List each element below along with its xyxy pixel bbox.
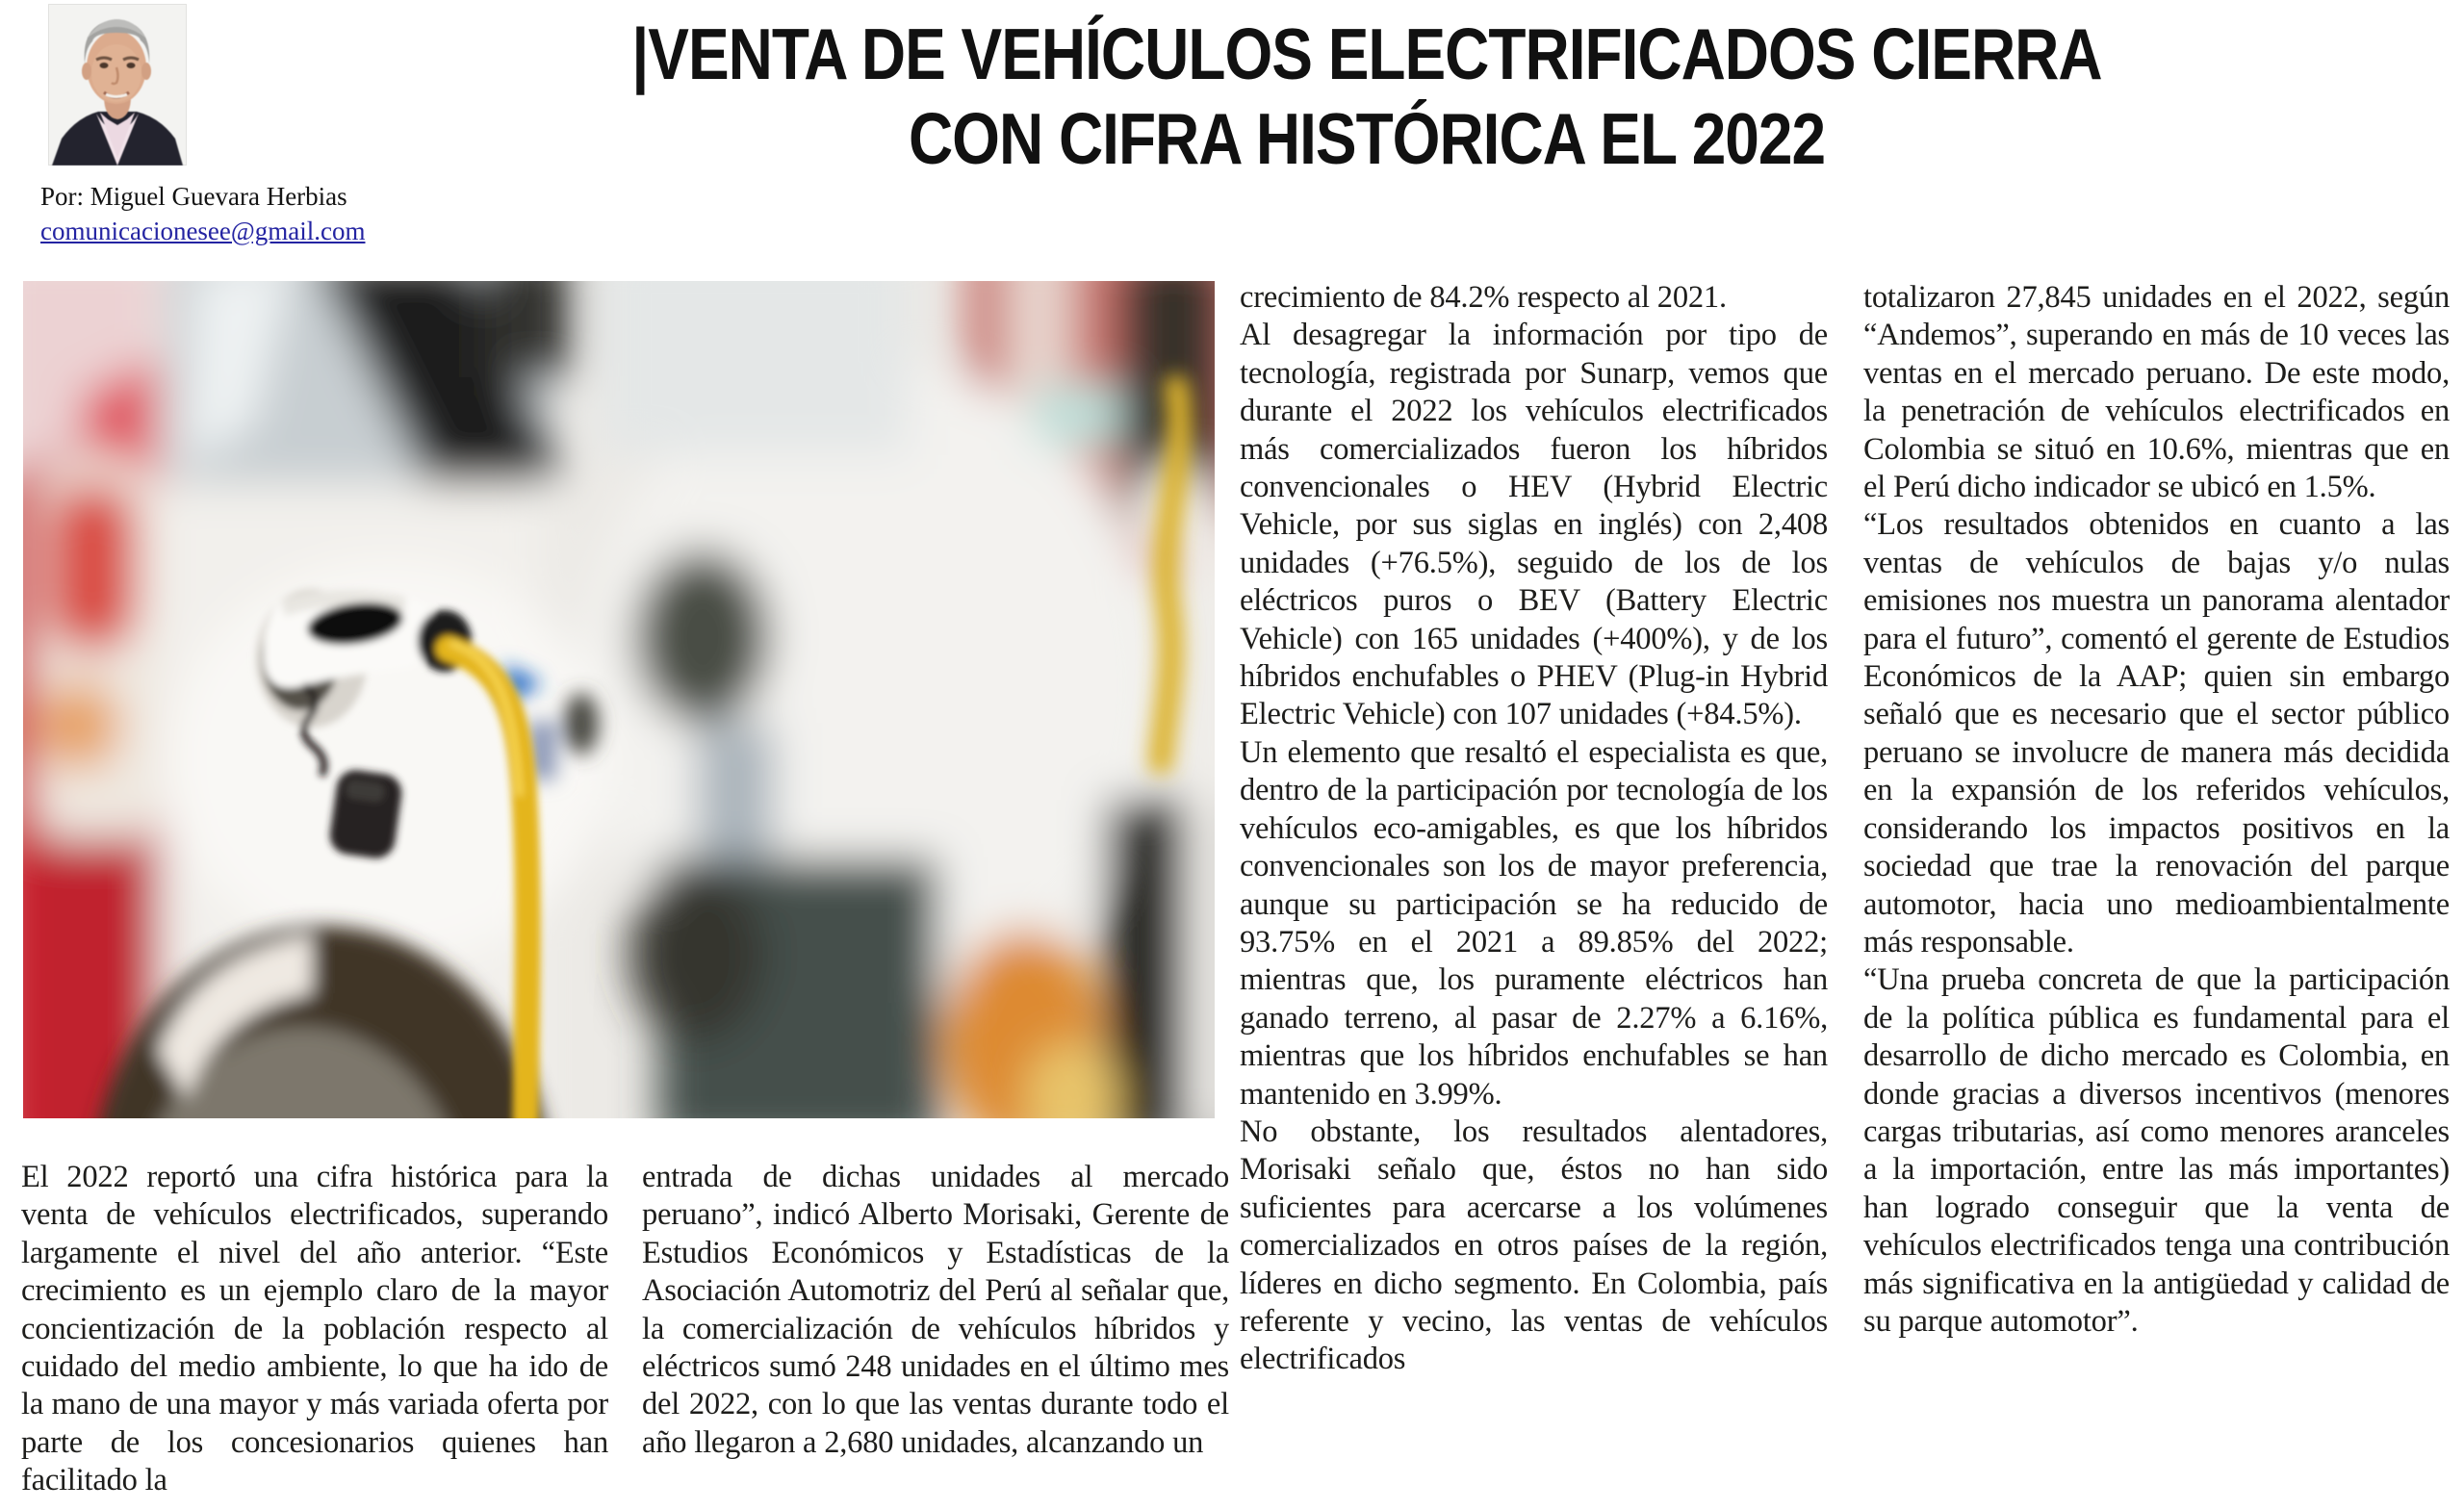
- byline-author: Por: Miguel Guevara Herbias: [40, 182, 347, 211]
- article-paragraph: crecimiento de 84.2% respecto al 2021.: [1240, 280, 1727, 315]
- article-title-line2: CON CIFRA HISTÓRICA EL 2022: [908, 97, 1826, 180]
- article-paragraph: Al desagregar la información por tipo de tecnología, registrada por Sunarp, vemos que durante el 2022 los vehículos electrificados más comercializados fueron los híbridos convencionales o HEV (Hybrid Electric Vehicle, por sus siglas en inglés) con 2,408 unidades (+76.5%), seguido de los de los eléctricos puros o BEV (Battery Electric Vehicle) con 165 unidades (+400%), y de los híbridos enchufables o PHEV (Plug-in Hybrid Electric Vehicle) con 107 unidades (+84.5%).: [1240, 318, 1828, 732]
- article-column-3: [1240, 279, 1828, 1507]
- article-paragraph: El 2022 reportó una cifra histórica para la venta de vehículos electrificados, superando largamente el nivel del año anterior. “Este crecimiento es un ejemplo claro de la mayor concientización de la población respecto al cuidado del medio ambiente, lo que ha ido de la mano de una mayor y más variada oferta por parte de los concesionarios quienes han facilitado la: [21, 1160, 608, 1498]
- article-title-line1: |VENTA DE VEHÍCULOS ELECTRIFICADOS CIERRA: [631, 13, 2102, 95]
- article-paragraph: “Una prueba concreta de que la participación de la política pública es fundamental para el desarrollo de dicho mercado es Colombia, en donde gracias a diversos incentivos (menores cargas tributarias, así como menores aranceles a la importación, entre las más importantes) han logrado conseguir que la venta de vehículos electrificados tenga una contribución más significativa en la antigüedad y calidad de su parque automotor”.: [1863, 962, 2450, 1339]
- article-title: [500, 12, 2233, 181]
- article-paragraph: No obstante, los resultados alentadores, Morisaki señalo que, éstos no han sido suficientes para acercarse a los volúmenes comercializados en otros países de la región, líderes en dicho segmento. En Colombia, país referente y vecino, las ventas de vehículos electrificados: [1240, 1113, 1828, 1377]
- article-column-4: [1863, 279, 2450, 1507]
- article-column-1: [21, 1159, 608, 1505]
- byline: [40, 179, 445, 248]
- author-headshot-photo: [48, 4, 187, 166]
- article-paragraph: entrada de dichas unidades al mercado peruano”, indicó Alberto Morisaki, Gerente de Estudios Económicos y Estadísticas de la Asociación Automotriz del Perú al señalar que, la comercialización de vehículos híbridos y eléctricos sumó 248 unidades en el último mes del 2022, con lo que las ventas durante todo el año llegaron a 2,680 unidades, alcanzando un: [642, 1160, 1229, 1460]
- article-paragraph: Un elemento que resaltó el especialista es que, dentro de la participación por tecnología de los vehículos eco-amigables, es que los híbridos convencionales son los de mayor preferencia, aunque su participación se ha reducido de 93.75% en el 2021 a 89.85% del 2022; mientras que, los puramente eléctricos han ganado terreno, al pasar de 2.27% a 6.16%, mientras que los híbridos enchufables se han mantenido en 3.99%.: [1240, 734, 1828, 1112]
- article-paragraph: totalizaron 27,845 unidades en el 2022, según “Andemos”, superando en más de 10 veces las ventas en el mercado peruano. De este modo, la penetración de vehículos electrificados en Colombia se situó en 10.6%, mientras que en el Perú dicho indicador se ubicó en 1.5%.: [1863, 280, 2450, 505]
- article-paragraph: “Los resultados obtenidos en cuanto a las ventas de vehículos de bajas y/o nulas emisiones nos muestra un panorama alentador para el futuro”, comentó el gerente de Estudios Económicos de la AAP; quien sin embargo señaló que es necesario que el sector público peruano se involucre de manera más decidida en la expansión de los referidos vehículos, considerando los impactos positivos en la sociedad que trae la renovación del parque automotor, hacia uno medioambientalmente más responsable.: [1863, 507, 2450, 960]
- byline-email-link[interactable]: comunicacionesee@gmail.com: [40, 217, 366, 245]
- ev-charging-photo: [23, 281, 1215, 1118]
- article-column-2: [642, 1159, 1229, 1505]
